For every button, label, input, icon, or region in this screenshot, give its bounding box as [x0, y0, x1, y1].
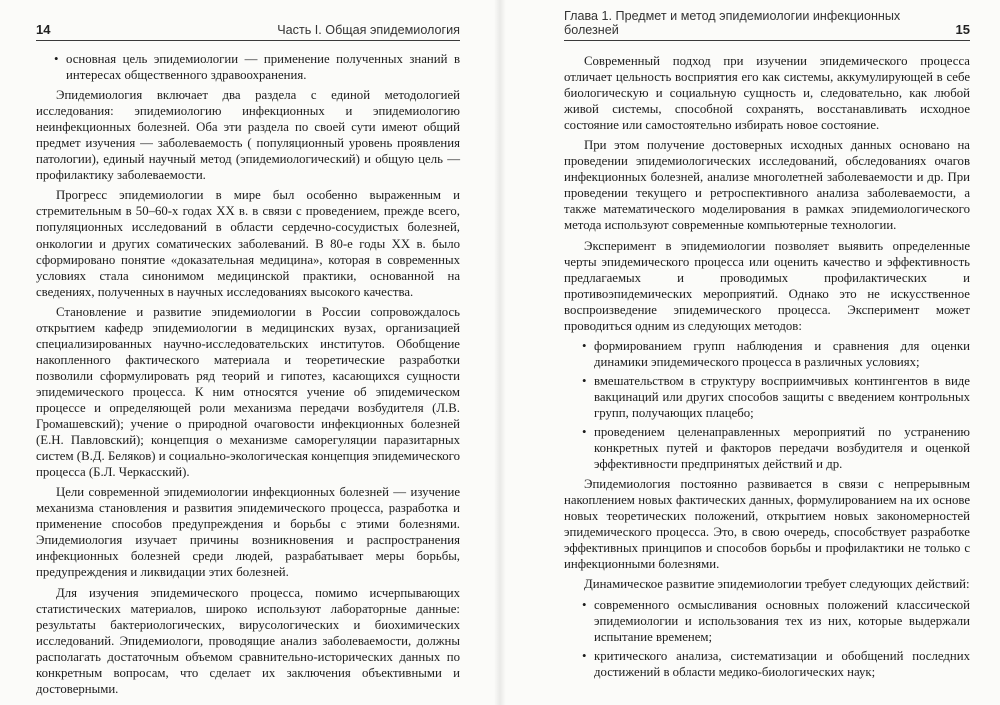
page-number: 15	[955, 22, 970, 37]
bullet-icon: •	[54, 52, 59, 66]
bullet-text: проведением целенаправленных мероприятий по устранению конкретных путей и факторов передачи возбудителя и оценкой эффективности предпринятых действий и др.	[594, 425, 970, 472]
bullet-item	[564, 597, 970, 645]
paragraph: Для изучения эпидемического процесса, помимо исчерпывающих статистических материалов, широко используют лабораторные данные: результаты бактериологических, вирусологических и биохимических исследований. Эпидемиологи, проводящие анализ заболеваемости, должны располагать достаточным объемом сравнительно-исторических данных по конкретным вопросам, что сделает их заключения объективными и достоверными.	[36, 585, 460, 696]
paragraph: Становление и развитие эпидемиологии в России сопровождалось открытием кафедр эпидемиологии в медицинских вузах, организацией специализированных научно-исследовательских институтов. Обобщение накопленного фактического материала и теоретические разработки позволили сформулировать ряд теорий и гипотез, касающихся сущности эпидемического процесса. К ним относятся учение об эпидемическом процессе и определяющей роли механизма передачи возбудителя (Л.В. Громашевский); учение о природной очаговости инфекционных болезней (Е.Н. Павловский); концепция о механизме саморегуляции паразитарных систем (В.Д. Беляков) и социально-экологическая концепция эпидемического процесса (Б.Л. Черкасский).	[36, 304, 460, 480]
bullet-icon: •	[582, 425, 587, 440]
paragraph: Современный подход при изучении эпидемического процесса отличает цельность восприятия его как системы, аккумулирующей в себе биологическую и социальную сущность и, следовательно, как любой живой системы, способной сохранять, восстанавливать исходное состояние или самостоятельно избирать новое состояние.	[564, 54, 970, 133]
bullet-text: вмешательством в структуру восприимчивых контингентов в виде вакцинаций или других способов защиты с введением контрольных групп, получающих плацебо;	[594, 373, 970, 420]
paragraph: Эпидемиология включает два раздела с единой методологией исследования: эпидемиологию инфекционных и эпидемиологию неинфекционных болезней. Оба эти раздела по своей сути имеют общий предмет изучения — заболеваемость ( популяционный уровень проявления патологии), единый научный метод (эпидемиологический) и общую цель — профилактику заболеваемости.	[36, 88, 460, 183]
paragraph: При этом получение достоверных исходных данных основано на проведении эпидемиологических исследований, обследованиях очагов инфекционных болезней, анализе многолетней заболеваемости и др. При проведении текущего и ретроспективного анализа заболеваемости, а также математического моделирования в рамках эпидемиологического метода используют современные компьютерные технологии.	[564, 138, 970, 233]
bullet-item	[36, 51, 460, 83]
running-head: Глава 1. Предмет и метод эпидемиологии инфекционных болезней	[564, 9, 901, 37]
paragraph: Эксперимент в эпидемиологии позволяет выявить определенные черты эпидемического процесса или оценить качество и эффективность предлагаемых и проводимых профилактических и противоэпидемических мероприятий. Однако это не искусственное воспроизведение эпидемического процесса. Эксперимент может проводиться одним из следующих методов:	[564, 238, 970, 333]
right-page-header	[564, 7, 970, 41]
bullet-icon: •	[582, 648, 587, 663]
paragraph: Эпидемиология постоянно развивается в связи с непрерывным накоплением новых фактических данных, формулированием на их основе новых теоретических положений, открытием новых закономерностей эпидемического процесса. Это, в свою очередь, способствует разработке эффективных принципов и способов борьбы и профилактики не только с инфекционными болезнями.	[564, 477, 970, 572]
paragraph: Цели современной эпидемиологии инфекционных болезней — изучение механизма становления и развития эпидемического процесса, разработка и применение способов предупреждения и борьбы с этими болезнями. Эпидемиология изучает причины возникновения и распространения инфекционных болезней среди людей, разрабатывает меры борьбы, предупреждения и ликвидации этих болезней.	[36, 485, 460, 580]
bullet-item	[564, 338, 970, 370]
running-head: Часть I. Общая эпидемиология	[277, 23, 460, 37]
right-page-body	[564, 53, 970, 680]
bullet-text: формированием групп наблюдения и сравнения для оценки динамики эпидемического процесса в различных условиях;	[594, 338, 970, 369]
left-page-body	[36, 51, 460, 697]
bullet-icon: •	[582, 338, 587, 353]
bullet-icon: •	[582, 373, 587, 388]
bullet-text: критического анализа, систематизации и обобщений последних достижений в области медико-биологических наук;	[594, 648, 970, 679]
bullet-text: современного осмысливания основных положений классической эпидемиологии и использования тех из них, которые выдержали испытание временем;	[594, 597, 970, 644]
bullet-text: основная цель эпидемиологии — применение полученных знаний в интересах общественного здравоохранения.	[66, 52, 460, 83]
paragraph: Прогресс эпидемиологии в мире был особенно выраженным и стремительным в 50–60-х годах XX в. в связи с проведением, прежде всего, популяционных исследований в области сердечно-сосудистых болезней, онкологии и других соматических заболеваний. В 80-е годы XX в. было сформировано понятие «доказательная медицина», которая в современных условиях стала синонимом медицинской практики, основанной на сведениях, полученных в научных исследованиях высокого качества.	[36, 188, 460, 299]
right-page	[500, 0, 1000, 705]
paragraph: Динамическое развитие эпидемиологии требует следующих действий:	[584, 577, 970, 592]
bullet-item	[564, 373, 970, 421]
bullet-list	[564, 597, 970, 680]
page-number: 14	[36, 22, 51, 37]
left-page-header	[36, 7, 460, 41]
bullet-list	[36, 51, 460, 83]
bullet-list	[564, 338, 970, 472]
bullet-item	[564, 424, 970, 472]
bullet-item	[564, 648, 970, 680]
bullet-icon: •	[582, 597, 587, 612]
